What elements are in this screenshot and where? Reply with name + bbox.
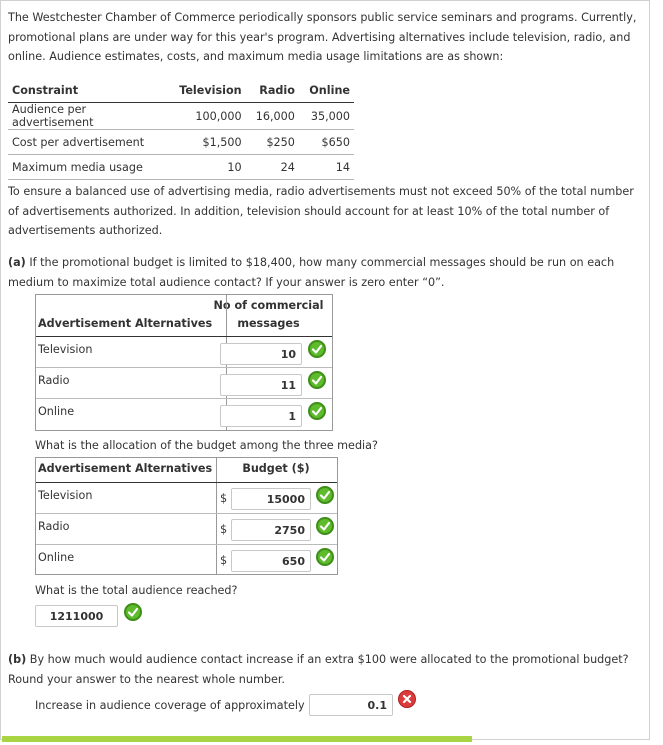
budget-question: What is the allocation of the budget among the three media? [35, 439, 378, 452]
budget-row-radio: Radio [38, 520, 70, 533]
part-b-label: (b) [8, 653, 27, 666]
column-divider [216, 458, 217, 574]
budget-row-online: Online [38, 551, 75, 564]
constraint-header-row [8, 78, 354, 103]
header-divider [36, 482, 337, 483]
row-divider [36, 513, 337, 514]
cell-value: 24 [246, 155, 299, 180]
header-online: Online [299, 78, 354, 103]
correct-check-icon [316, 517, 334, 535]
total-audience-input[interactable] [35, 605, 118, 627]
increase-input[interactable] [309, 694, 393, 716]
header-divider [36, 336, 332, 337]
row-label: Cost per advertisement [8, 130, 166, 155]
cell-value: $1,500 [166, 130, 246, 155]
cell-value: $650 [299, 130, 354, 155]
part-a-question-text: If the promotional budget is limited to $18,400, how many commercial messages should be run on each medium to maximize total audience contact? If your answer is zero enter “0”. [8, 256, 615, 289]
messages-row-radio: Radio [38, 374, 70, 387]
header-constraint: Constraint [8, 78, 166, 103]
audience-question: What is the total audience reached? [35, 584, 238, 597]
cell-value: 14 [299, 155, 354, 180]
currency-symbol: $ [220, 523, 228, 536]
row-label: Maximum media usage [8, 155, 166, 180]
messages-col2-header-line1: No of commercial [213, 299, 324, 312]
correct-check-icon [316, 548, 334, 566]
row-divider [36, 367, 332, 368]
row-divider [36, 398, 332, 399]
budget-col1-header: Advertisement Alternatives [38, 462, 213, 475]
messages-col1-header: Advertisement Alternatives [38, 317, 213, 330]
radio-budget-input[interactable] [231, 519, 311, 541]
table-row [8, 155, 354, 180]
cell-value: 35,000 [299, 103, 354, 130]
correct-check-icon [308, 402, 326, 420]
currency-symbol: $ [220, 554, 228, 567]
budget-row-television: Television [38, 489, 93, 502]
messages-row-online: Online [38, 405, 75, 418]
part-a-question [8, 253, 648, 292]
part-b-question [8, 650, 648, 689]
intro-text: The Westchester Chamber of Commerce periodically sponsors public service seminars and programs. Currently, promotional plans are under way for this year's program. Advertising alternatives include television, radio, and online. Audience estimates, costs, and maximum media usage limitations are as shown: [8, 11, 637, 63]
online-budget-input[interactable] [231, 550, 311, 572]
cell-value: 10 [166, 155, 246, 180]
table-row [8, 103, 354, 130]
cell-value: 100,000 [166, 103, 246, 130]
messages-col2-header-line2: messages [237, 317, 300, 330]
progress-bar [2, 736, 472, 742]
correct-check-icon [124, 603, 142, 621]
budget-col2-header: Budget ($) [242, 462, 310, 475]
television-messages-input[interactable] [220, 343, 302, 365]
cell-value: $250 [246, 130, 299, 155]
header-television: Television [166, 78, 246, 103]
currency-symbol: $ [220, 492, 228, 505]
correct-check-icon [308, 340, 326, 358]
row-label: Audience per advertisement [8, 103, 166, 130]
increase-label: Increase in audience coverage of approximately [35, 699, 305, 712]
part-a-label: (a) [8, 256, 26, 269]
part-b-question-text: By how much would audience contact increase if an extra $100 were allocated to the promotional budget? Round your answer to the nearest whole number. [8, 653, 629, 686]
online-messages-input[interactable] [220, 405, 302, 427]
cell-value: 16,000 [246, 103, 299, 130]
row-divider [36, 544, 337, 545]
table-row [8, 130, 354, 155]
balance-text: To ensure a balanced use of advertising media, radio advertisements must not exceed 50% of the total number of advertisements authorized. In addition, television should account for at least 10% of the total number of advertisements authorized. [8, 185, 634, 237]
correct-check-icon [308, 371, 326, 389]
radio-messages-input[interactable] [220, 374, 302, 396]
messages-row-television: Television [38, 343, 93, 356]
television-budget-input[interactable] [231, 488, 311, 510]
correct-check-icon [316, 486, 334, 504]
header-radio: Radio [246, 78, 299, 103]
constraint-table [8, 78, 354, 180]
incorrect-x-icon [398, 690, 416, 708]
